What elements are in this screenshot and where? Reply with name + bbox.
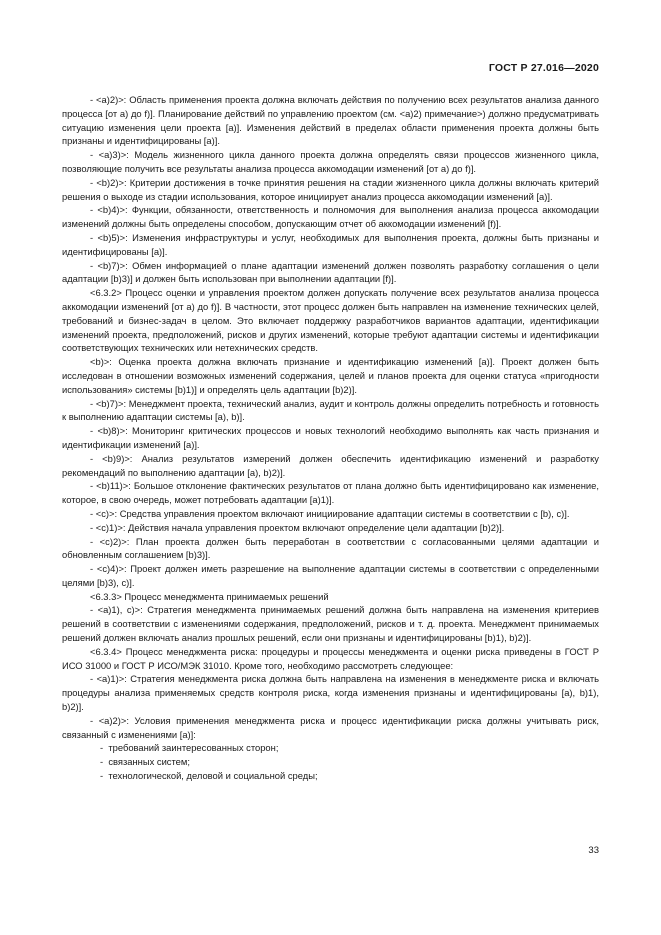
section-6-3-3-heading: <6.3.3> Процесс менеджмента принимаемых решений bbox=[90, 590, 329, 602]
paragraph: - <a)1)>: Стратегия менеджмента риска должна быть направлена на изменения в менеджменте риска и включать процедуры анализа применяемых средств контроля риска, когда изменения признаны и идентифицированы [a), b)1), b)2)]. bbox=[62, 673, 599, 713]
paragraph: <b)>: Оценка проекта должна включать признание и идентификацию изменений [a)]. Проект должен быть исследован в отношении возможных изменений содержания, целей и планов проекта для оценки статуса «пригодности использования» системы [b)1)] и определять цель адаптации [b)2)]. bbox=[62, 356, 599, 395]
paragraph: - <b)5)>: Изменения инфраструктуры и услуг, необходимых для выполнения проекта, должны быть признаны и идентифицированы [a)]. bbox=[62, 231, 599, 257]
paragraph: - <c)1)>: Действия начала управления проектом включают определение цели адаптации [b)2)]. bbox=[90, 521, 505, 533]
list-item: - связанных систем; bbox=[62, 755, 599, 769]
paragraph: - <c)2)>: План проекта должен быть переработан в соответствии с согласованными целями адаптации и обновленным соглашением [b)3)]. bbox=[62, 535, 599, 561]
paragraph: - <c)4)>: Проект должен иметь разрешение на выполнение адаптации системы в соответствии с определенными целями [b)3), c)]. bbox=[62, 563, 599, 588]
page-number: 33 bbox=[588, 845, 599, 856]
paragraph: - <b)7)>: Менеджмент проекта, технический анализ, аудит и контроль должны определить потребность и готовность к выполнению адаптации системы [a), b)]. bbox=[62, 397, 599, 423]
list-item: - технологической, деловой и социальной среды; bbox=[62, 769, 599, 783]
paragraph: - <b)11)>: Большое отклонение фактических результатов от плана должно быть идентифицировано как изменение, которое, в свою очередь, может потребовать адаптации [a)1)]. bbox=[62, 480, 599, 506]
paragraph: - <a)2)>: Область применения проекта должна включать действия по получению всех результатов анализа данного процесса [от а) до f)]. Планирование действий по управлению проектом (см. <a)2) примечание>) должно предусматривать ситуацию изменения цели проекта [a)]. Изменения действий в пределах области применения проекта должны быть признаны и идентифицированы [a)]. bbox=[62, 94, 599, 147]
paragraph: - <b)9)>: Анализ результатов измерений должен обеспечить идентификацию изменений и разработку рекомендаций по выполнению адаптации [a), b)2)]. bbox=[62, 452, 599, 478]
paragraph: - <b)4)>: Функции, обязанности, ответственность и полномочия для выполнения анализа процесса аккомодации изменений должны быть определены способом, допускающим отчет об аккомодации изменений [f)]. bbox=[62, 204, 599, 230]
paragraph: - <c)>: Средства управления проектом включают инициирование адаптации системы в соответствии с [b), c)]. bbox=[90, 507, 570, 519]
body-text bbox=[62, 93, 599, 783]
paragraph: - <a)1), c)>: Стратегия менеджмента принимаемых решений должна быть направлена на изменения критериев решений в соответствии с изменениями содержания, предположений, рисков и т. д. проекта. Менеджмент принимаемых решений должен включать анализ прошлых решений, если они признаны и идентифицированы [b)1), b)2)]. bbox=[62, 604, 599, 644]
document-number: ГОСТ Р 27.016—2020 bbox=[488, 62, 599, 74]
paragraph: - <a)2)>: Условия применения менеджмента риска и процесс идентификации риска должны учитывать риск, связанный с изменениями [a)]: bbox=[62, 714, 599, 740]
section-6-3-4: <6.3.4> Процесс менеджмента риска: процедуры и процессы менеджмента и оценки риска приведены в ГОСТ Р ИСО 31000 и ГОСТ Р ИСО/МЭК 31010. Кроме того, необходимо рассмотреть следующее: bbox=[62, 645, 599, 671]
paragraph: - <a)3)>: Модель жизненного цикла данного проекта должна определять связи процессов жизненного цикла, позволяющие получить все результаты анализа процесса аккомодации изменений [от а) до f)]. bbox=[62, 149, 599, 174]
list-item: - требований заинтересованных сторон; bbox=[62, 741, 599, 755]
paragraph: - <b)7)>: Обмен информацией о плане адаптации изменений должен позволять разработку соглашения о цели адаптации [b)3)] и должен быть использован при выполнении адаптации [f)]. bbox=[62, 259, 599, 285]
section-6-3-2: <6.3.2> Процесс оценки и управления проектом должен допускать получение всех результатов анализа процесса аккомодации изменений [от а) до f)]. В частности, этот процесс должен быть направлен на изменение технических целей, требований и бизнес-задач в целом. Это включает поддержку разработчиков вариантов адаптации, идентификации изменений проекта, предположений, рисков и других изменений, которые требуют адаптации системы и идентификации соответствующих технических или нетехнических средств. bbox=[62, 287, 599, 354]
paragraph: - <b)2)>: Критерии достижения в точке принятия решения на стадии жизненного цикла должны включать критерий решения о выходе из стадии использования, которое инициирует анализ процесса аккомодации изменений [a)]. bbox=[62, 176, 599, 202]
paragraph: - <b)8)>: Мониторинг критических процессов и новых технологий необходимо выполнять как часть признания и идентификации изменений [a)]. bbox=[62, 425, 599, 450]
